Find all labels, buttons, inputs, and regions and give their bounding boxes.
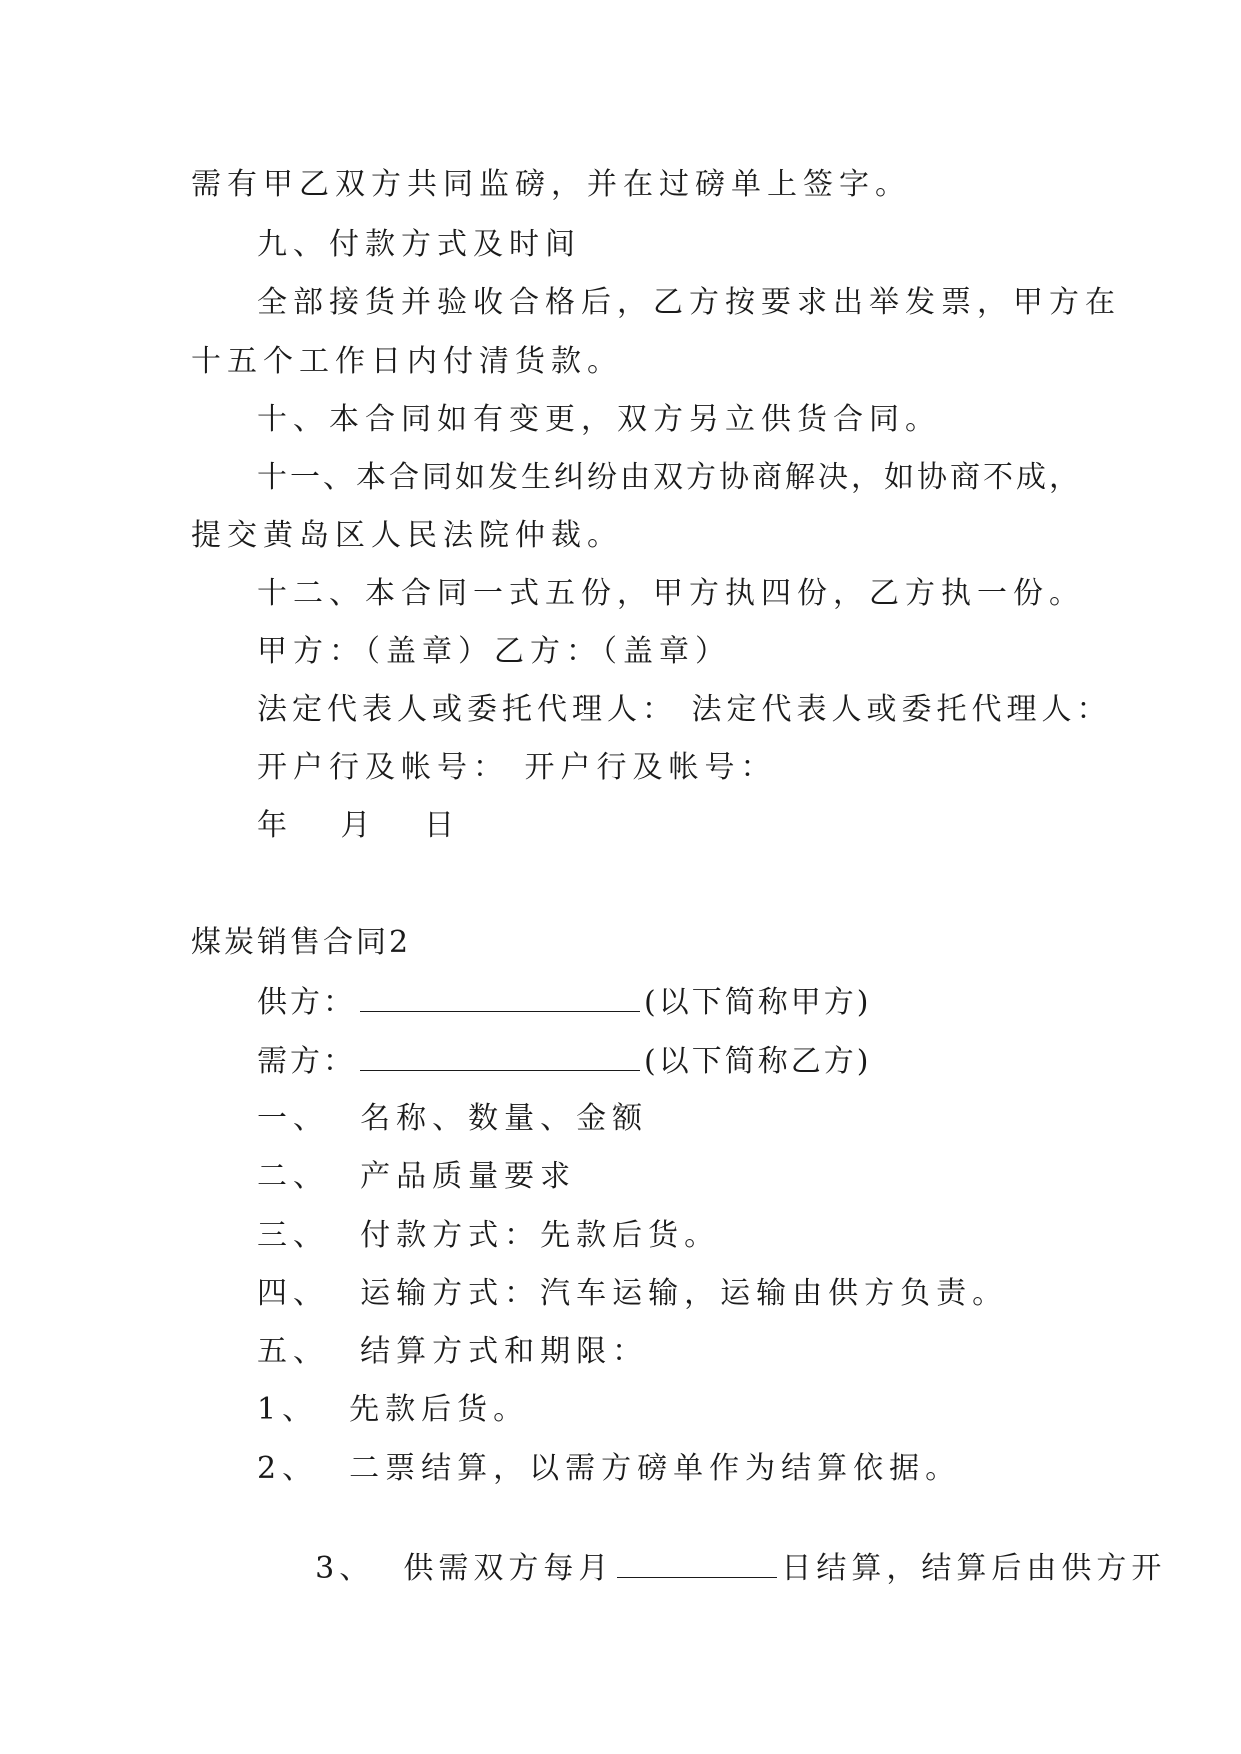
clause-item: 1、 先款后货。 bbox=[257, 1392, 530, 1427]
representative-line: 法定代表人或委托代理人： 法定代表人或委托代理人： bbox=[257, 692, 1112, 727]
bank-account-line: 开户行及帐号： 开户行及帐号： bbox=[257, 750, 777, 785]
clause-item-settlement bbox=[257, 1507, 1166, 1629]
supplier-label: 供方： bbox=[257, 985, 356, 1020]
settlement-suffix: 日结算，结算后由供方开 bbox=[781, 1551, 1167, 1586]
clause-item: 一、 名称、数量、金额 bbox=[257, 1101, 649, 1136]
text-line: 全部接货并验收合格后，乙方按要求出举发票，甲方在 bbox=[257, 285, 1121, 320]
date-line: 年 月 日 bbox=[257, 808, 477, 843]
buyer-note: (以下简称乙方) bbox=[644, 1044, 872, 1079]
buyer-label: 需方： bbox=[257, 1044, 356, 1079]
seal-line: 甲方：（盖章）乙方：（盖章） bbox=[257, 634, 731, 669]
clause-item: 四、 运输方式：汽车运输，运输由供方负责。 bbox=[257, 1276, 1009, 1311]
clause-item: 三、 付款方式：先款后货。 bbox=[257, 1218, 721, 1253]
contract-title: 煤炭销售合同2 bbox=[191, 925, 412, 960]
text-line: 十二、本合同一式五份，甲方执四份，乙方执一份。 bbox=[257, 576, 1085, 611]
supplier-note: (以下简称甲方) bbox=[644, 985, 872, 1020]
clause-item: 五、 结算方式和期限： bbox=[257, 1334, 649, 1369]
buyer-line bbox=[257, 1040, 871, 1082]
settlement-prefix: 3、 供需双方每月 bbox=[315, 1551, 614, 1586]
clause-item: 2、 二票结算，以需方磅单作为结算依据。 bbox=[257, 1451, 962, 1486]
text-line: 十、本合同如有变更，双方另立供货合同。 bbox=[257, 402, 941, 437]
buyer-blank bbox=[360, 1040, 640, 1071]
text-line: 需有甲乙双方共同监磅，并在过磅单上签字。 bbox=[191, 167, 911, 202]
text-line: 提交黄岛区人民法院仲裁。 bbox=[191, 518, 623, 553]
text-line: 十一、本合同如发生纠纷由双方协商解决，如协商不成， bbox=[257, 460, 1082, 495]
text-line: 十五个工作日内付清货款。 bbox=[191, 344, 623, 379]
clause-item: 二、 产品质量要求 bbox=[257, 1159, 577, 1194]
section-heading-payment: 九、付款方式及时间 bbox=[257, 227, 581, 262]
supplier-line bbox=[257, 981, 871, 1023]
supplier-blank bbox=[360, 981, 640, 1012]
settlement-day-blank bbox=[617, 1547, 777, 1578]
